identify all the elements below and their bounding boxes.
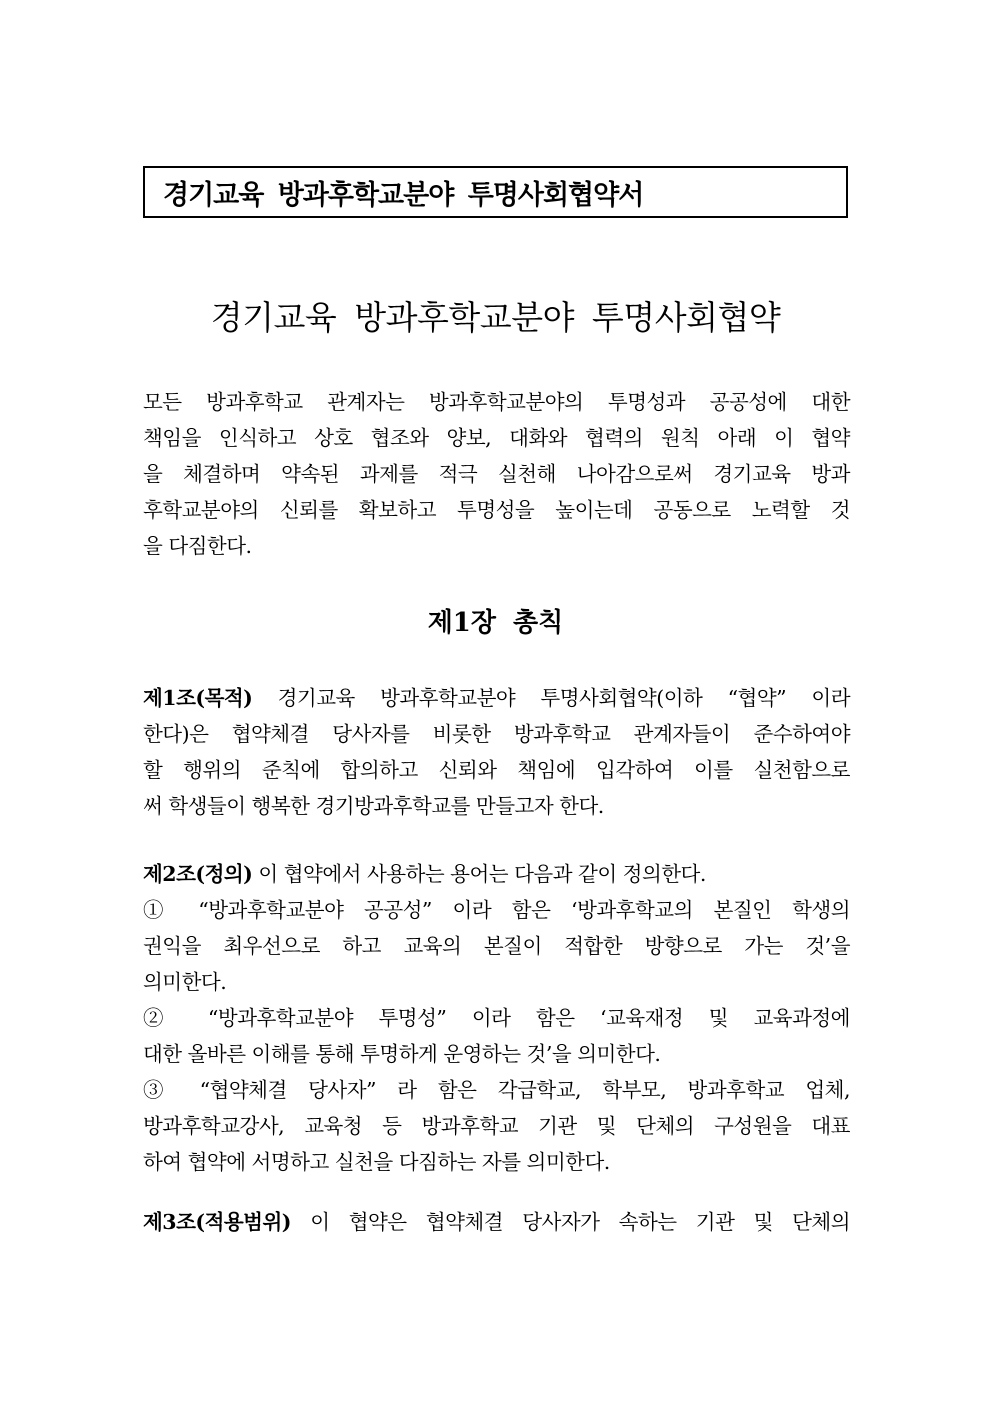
article-line: 의미한다. xyxy=(143,970,227,994)
article-3-first-text: 이 협약은 협약체결 당사자가 속하는 기관 및 단체의 xyxy=(290,1210,850,1234)
document-header-title: 경기교육 방과후학교분야 투명사회협약서 xyxy=(163,179,644,211)
preamble-line: 책임을 인식하고 상호 협조와 양보, 대화와 협력의 원칙 아래 이 협약 xyxy=(143,426,850,450)
article-1-first-text: 경기교육 방과후학교분야 투명사회협약(이하 “협약” 이라 xyxy=(252,686,850,710)
article-3 xyxy=(143,1204,850,1240)
article-line: ① “방과후학교분야 공공성” 이라 함은 ‘방과후학교의 본질인 학생의 xyxy=(143,898,850,922)
article-line: 방과후학교강사, 교육청 등 방과후학교 기관 및 단체의 구성원을 대표 xyxy=(143,1114,850,1138)
article-line: 하여 협약에 서명하고 실천을 다짐하는 자를 의미한다. xyxy=(143,1150,610,1174)
chapter-title: 제1장 총칙 xyxy=(427,608,564,638)
article-1 xyxy=(143,680,850,824)
article-3-first-line xyxy=(143,1204,850,1240)
preamble-paragraph xyxy=(143,384,850,564)
article-3-title: 제3조(적용범위) xyxy=(143,1210,291,1234)
article-2-title: 제2조(정의) xyxy=(143,862,253,886)
preamble-line: 을 다짐한다. xyxy=(143,534,252,558)
preamble-line: 을 체결하며 약속된 과제를 적극 실천해 나아감으로써 경기교육 방과 xyxy=(143,462,850,486)
article-line: 써 학생들이 행복한 경기방과후학교를 만들고자 한다. xyxy=(143,794,604,818)
article-1-first-line xyxy=(143,680,850,716)
article-line: ③ “협약체결 당사자” 라 함은 각급학교, 학부모, 방과후학교 업체, xyxy=(143,1078,850,1102)
preamble-line: 후학교분야의 신뢰를 확보하고 투명성을 높이는데 공동으로 노력할 것 xyxy=(143,498,850,522)
article-line: 권익을 최우선으로 하고 교육의 본질이 적합한 방향으로 가는 것’을 xyxy=(143,934,850,958)
article-2-first-line xyxy=(143,856,850,892)
article-line: 한다)은 협약체결 당사자를 비롯한 방과후학교 관계자들이 준수하여야 xyxy=(143,722,850,746)
article-line: 할 행위의 준칙에 합의하고 신뢰와 책임에 입각하여 이를 실천함으로 xyxy=(143,758,850,782)
document-header-box xyxy=(143,166,848,218)
article-line: ② “방과후학교분야 투명성” 이라 함은 ‘교육재정 및 교육과정에 xyxy=(143,1006,850,1030)
article-2-first-text: 이 협약에서 사용하는 용어는 다음과 같이 정의한다. xyxy=(252,862,706,886)
preamble-line: 모든 방과후학교 관계자는 방과후학교분야의 투명성과 공공성에 대한 xyxy=(143,390,850,414)
article-line: 대한 올바른 이해를 통해 투명하게 운영하는 것’을 의미한다. xyxy=(143,1042,661,1066)
article-1-title: 제1조(목적) xyxy=(143,686,253,710)
article-2 xyxy=(143,856,850,1180)
main-title: 경기교육 방과후학교분야 투명사회협약 xyxy=(210,298,781,337)
